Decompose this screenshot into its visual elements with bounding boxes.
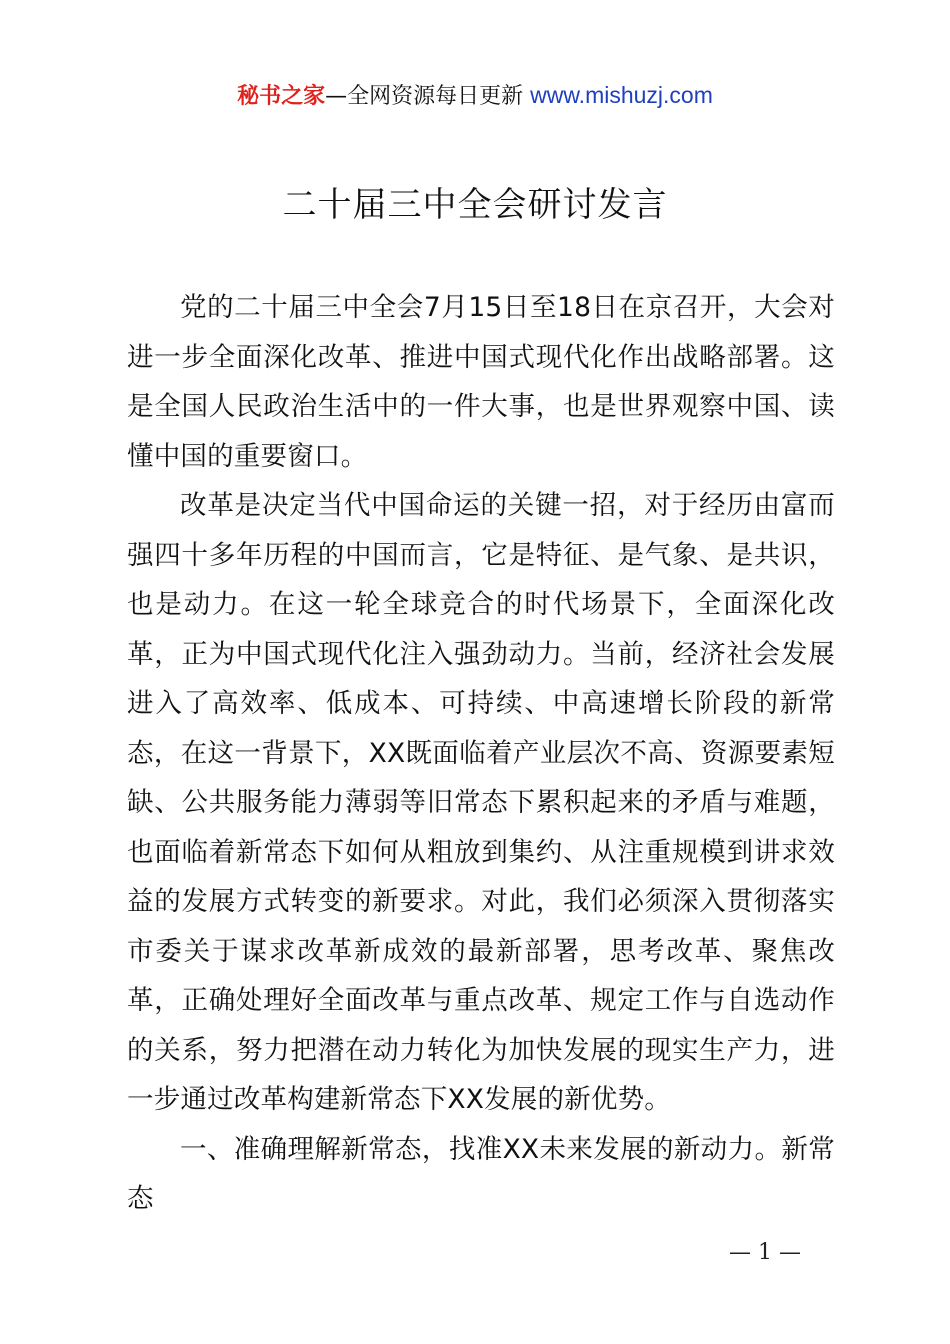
page-number: — 1 —: [729, 1240, 801, 1265]
banner-site-link[interactable]: www.mishuzj.com: [530, 82, 713, 108]
section-heading-paragraph: [127, 1125, 835, 1224]
banner-tagline: —全网资源每日更新: [325, 84, 531, 109]
section-text: 新常态: [127, 1133, 835, 1214]
site-banner: [0, 80, 950, 112]
paragraph-1: 党的二十届三中全会7月15日至18日在京召开，大会对进一步全面深化改革、推进中国式现代化作出战略部署。这是全国人民政治生活中的一件大事，也是世界观察中国、读懂中国的重要窗口。: [127, 292, 835, 472]
section-heading: 一、准确理解新常态，找准XX未来发展的新动力。: [180, 1133, 782, 1165]
document-title: 二十届三中全会研讨发言: [282, 185, 668, 225]
document-body: [127, 283, 835, 1224]
banner-brand: 秘书之家: [237, 84, 326, 109]
paragraph-2: 改革是决定当代中国命运的关键一招，对于经历由富而强四十多年历程的中国而言，它是特征、是气象、是共识，也是动力。在这一轮全球竞合的时代场景下，全面深化改革，正为中国式现代化注入强劲动力。当前，经济社会发展进入了高效率、低成本、可持续、中高速增长阶段的新常态，在这一背景下，XX既面临着产业层次不高、资源要素短缺、公共服务能力薄弱等旧常态下累积起来的矛盾与难题，也面临着新常态下如何从粗放到集约、从注重规模到讲求效益的发展方式转变的新要求。对此，我们必须深入贯彻落实市委关于谋求改革新成效的最新部署，思考改革、聚焦改革，正确处理好全面改革与重点改革、规定工作与自选动作的关系，努力把潜在动力转化为加快发展的现实生产力，进一步通过改革构建新常态下XX发展的新优势。: [127, 490, 835, 1115]
